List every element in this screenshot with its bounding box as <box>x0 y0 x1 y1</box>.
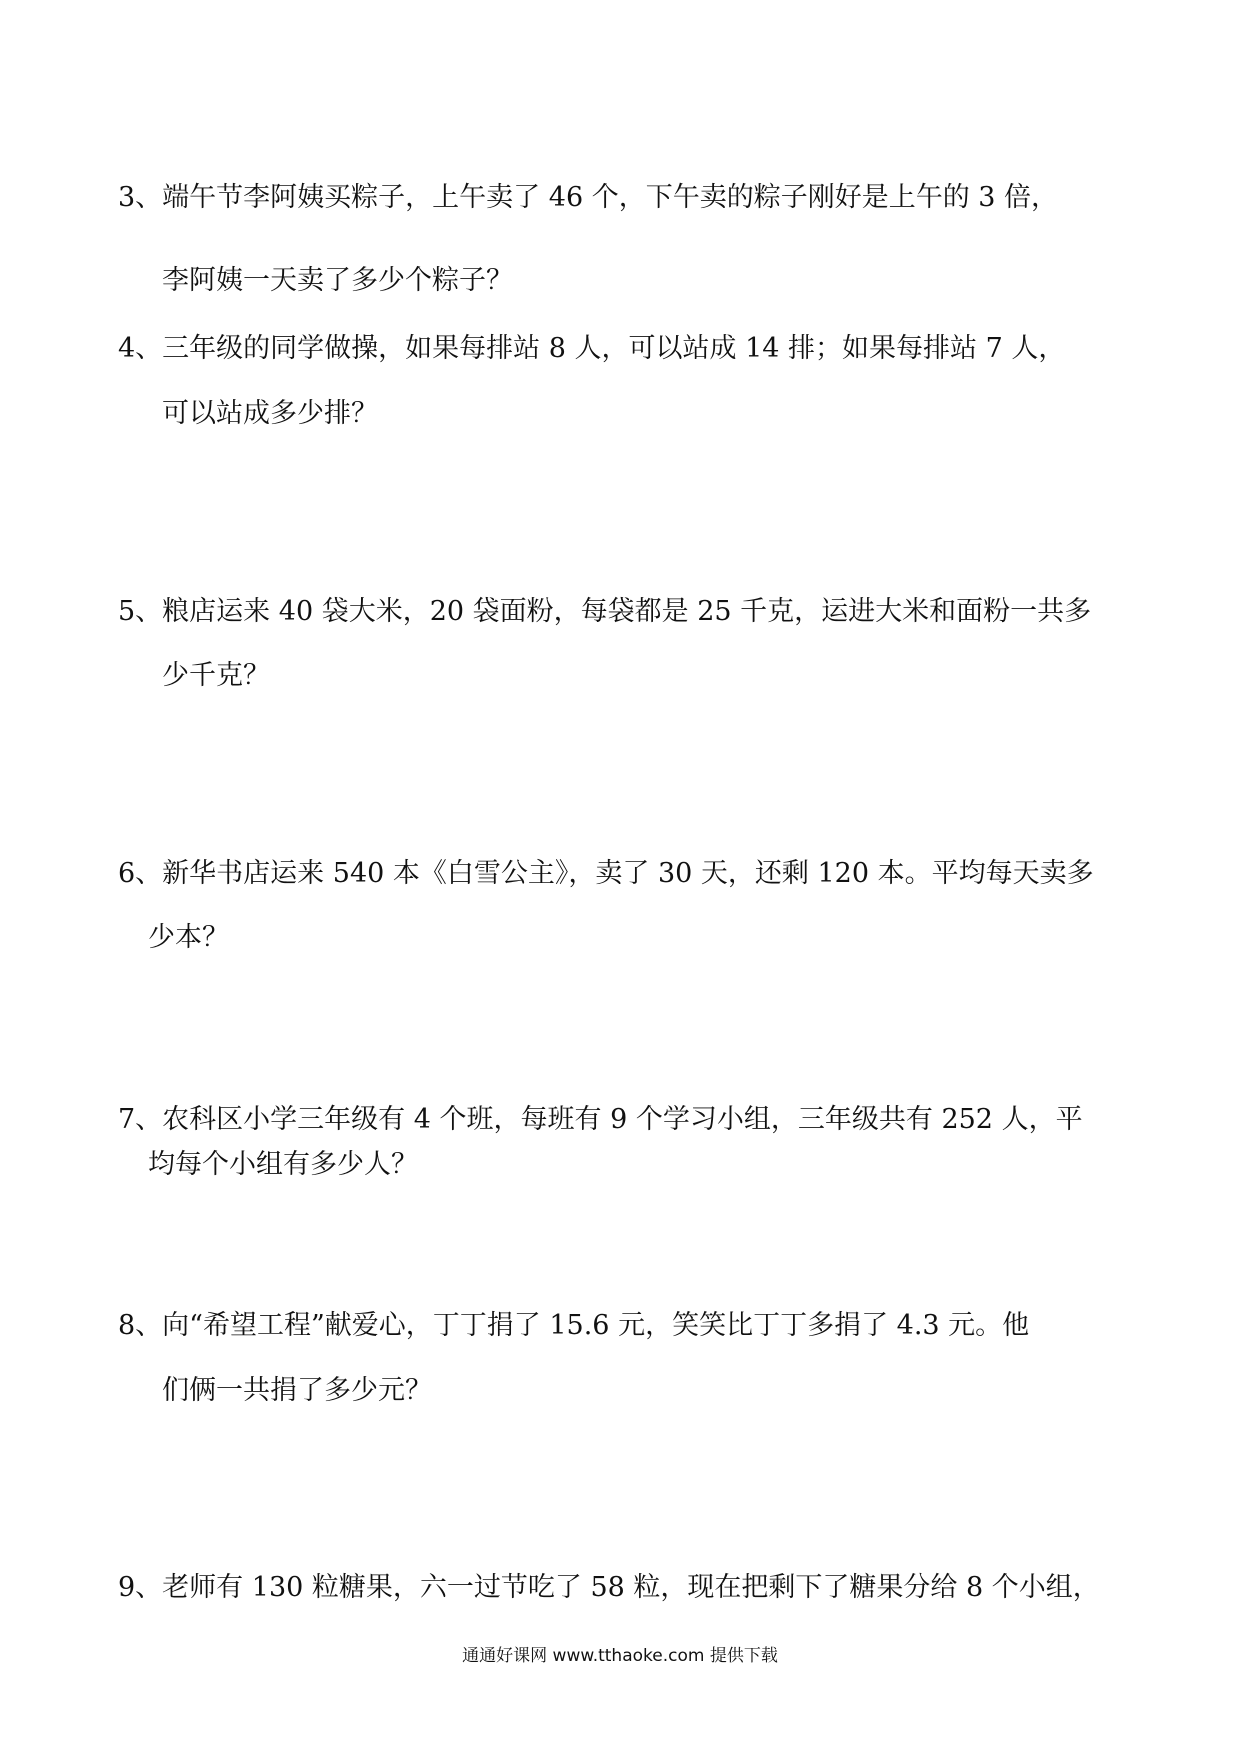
question-6-line-1: 6、新华书店运来 540 本《白雪公主》，卖了 30 天，还剩 120 本。平均每天卖多 <box>118 858 1094 889</box>
footer-credit: 通通好课网 www.tthaoke.com 提供下载 <box>462 1646 778 1666</box>
question-3-line-2: 李阿姨一天卖了多少个粽子？ <box>162 265 513 296</box>
question-4-line-1: 4、三年级的同学做操，如果每排站 8 人，可以站成 14 排；如果每排站 7 人， <box>118 333 1066 364</box>
question-5-line-1: 5、粮店运来 40 袋大米，20 袋面粉，每袋都是 25 千克，运进大米和面粉一共多 <box>118 596 1092 627</box>
question-8-line-2: 们俩一共捐了多少元？ <box>162 1375 432 1406</box>
question-8-line-1: 8、向“希望工程”献爱心，丁丁捐了 15.6 元，笑笑比丁丁多捐了 4.3 元。他 <box>118 1310 1030 1341</box>
question-6-line-2: 少本？ <box>148 922 229 953</box>
question-3-line-1: 3、端午节李阿姨买粽子，上午卖了 46 个，下午卖的粽子刚好是上午的 3 倍， <box>118 182 1059 213</box>
question-9-line-1: 9、老师有 130 粒糖果，六一过节吃了 58 粒，现在把剩下了糖果分给 8 个小组， <box>118 1572 1100 1603</box>
question-4-line-2: 可以站成多少排？ <box>162 398 378 429</box>
question-7-line-1: 7、农科区小学三年级有 4 个班，每班有 9 个学习小组，三年级共有 252 人，平 <box>118 1104 1083 1135</box>
question-5-line-2: 少千克？ <box>162 660 270 691</box>
question-7-line-2: 均每个小组有多少人？ <box>148 1149 418 1180</box>
